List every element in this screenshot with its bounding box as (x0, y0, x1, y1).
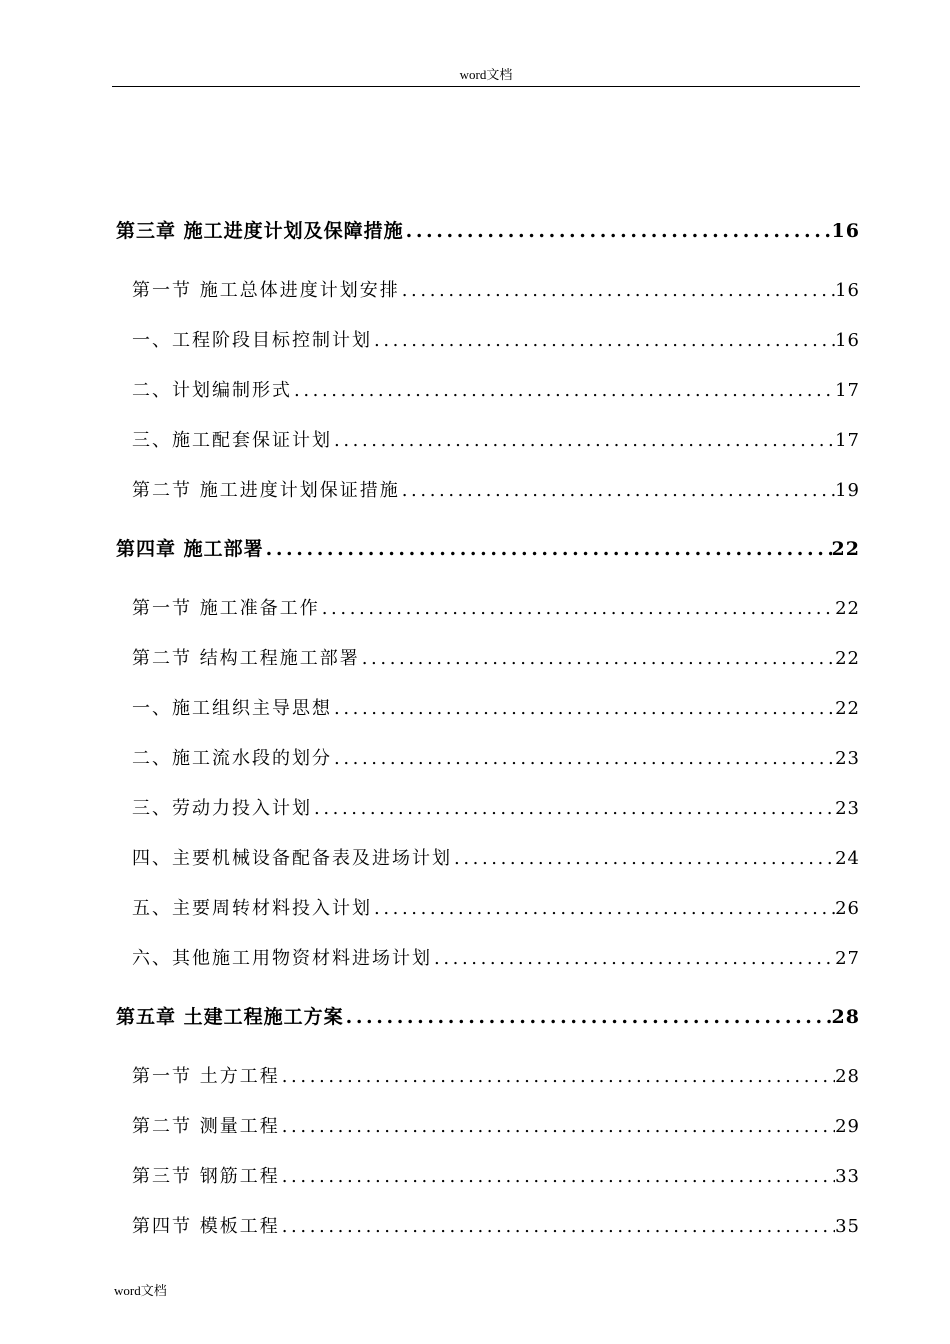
toc-section[interactable] (132, 326, 860, 352)
footer-text: word文档 (114, 1283, 167, 1298)
page-footer (114, 1280, 167, 1299)
toc-leader-dots (332, 430, 835, 451)
toc-page-number: 35 (835, 1216, 860, 1237)
toc-title: 第四章 施工部署 (116, 538, 264, 560)
toc-section[interactable] (132, 376, 860, 402)
toc-section[interactable] (132, 476, 860, 502)
toc-section[interactable] (132, 694, 860, 720)
toc-page-number: 22 (835, 648, 860, 669)
toc-page-number: 23 (835, 798, 860, 819)
toc-title: 六、其他施工用物资材料进场计划 (132, 948, 432, 969)
toc-page-number: 26 (835, 898, 860, 919)
toc-leader-dots (312, 798, 835, 819)
toc-leader-dots (344, 1006, 832, 1028)
toc-page-number: 29 (835, 1116, 860, 1137)
toc-section[interactable] (132, 794, 860, 820)
toc-page-number: 27 (835, 948, 860, 969)
toc-page-number: 17 (835, 380, 860, 401)
toc-leader-dots (320, 598, 835, 619)
toc-page-number: 22 (831, 538, 860, 560)
toc-section[interactable] (132, 1162, 860, 1188)
toc-leader-dots (400, 480, 835, 501)
toc-leader-dots (280, 1166, 835, 1187)
toc-page-number: 22 (835, 698, 860, 719)
toc-title: 第四节 模板工程 (132, 1216, 280, 1237)
toc-page-number: 16 (831, 220, 860, 242)
toc-section[interactable] (132, 944, 860, 970)
toc-leader-dots (280, 1116, 835, 1137)
toc-title: 三、施工配套保证计划 (132, 430, 332, 451)
toc-section[interactable] (132, 276, 860, 302)
page-header (112, 64, 860, 87)
toc-title: 五、主要周转材料投入计划 (132, 898, 372, 919)
toc-leader-dots (432, 948, 835, 969)
toc-section[interactable] (132, 644, 860, 670)
toc-page-number: 33 (835, 1166, 860, 1187)
toc-page-number: 24 (835, 848, 860, 869)
toc-page-number: 16 (835, 330, 860, 351)
toc-leader-dots (372, 898, 835, 919)
toc-section[interactable] (132, 744, 860, 770)
toc-leader-dots (332, 748, 835, 769)
toc-section[interactable] (132, 1212, 860, 1238)
toc-section[interactable] (132, 1112, 860, 1138)
toc-leader-dots (264, 538, 832, 560)
toc-title: 二、计划编制形式 (132, 380, 292, 401)
toc-chapter[interactable] (116, 534, 860, 561)
toc-leader-dots (452, 848, 835, 869)
toc-section[interactable] (132, 894, 860, 920)
toc-title: 四、主要机械设备配备表及进场计划 (132, 848, 452, 869)
toc-leader-dots (280, 1066, 835, 1087)
toc-leader-dots (400, 280, 835, 301)
toc-leader-dots (360, 648, 835, 669)
toc-title: 第一节 施工准备工作 (132, 598, 320, 619)
toc-page-number: 22 (835, 598, 860, 619)
toc-leader-dots (292, 380, 835, 401)
toc-leader-dots (332, 698, 835, 719)
toc-title: 一、施工组织主导思想 (132, 698, 332, 719)
toc-section[interactable] (132, 844, 860, 870)
toc-title: 第三章 施工进度计划及保障措施 (116, 220, 404, 242)
toc-page-number: 19 (835, 480, 860, 501)
toc-title: 第一节 土方工程 (132, 1066, 280, 1087)
toc-title: 第二节 结构工程施工部署 (132, 648, 360, 669)
toc-title: 二、施工流水段的划分 (132, 748, 332, 769)
toc-title: 第一节 施工总体进度计划安排 (132, 280, 400, 301)
toc-section[interactable] (132, 426, 860, 452)
toc-title: 第二节 测量工程 (132, 1116, 280, 1137)
toc-title: 一、工程阶段目标控制计划 (132, 330, 372, 351)
toc-page-number: 28 (831, 1006, 860, 1028)
toc-page-number: 23 (835, 748, 860, 769)
toc-leader-dots (404, 220, 832, 242)
header-text: word文档 (459, 67, 513, 82)
toc-title: 第五章 土建工程施工方案 (116, 1006, 344, 1028)
toc-section[interactable] (132, 1062, 860, 1088)
toc-page-number: 17 (835, 430, 860, 451)
toc-title: 第二节 施工进度计划保证措施 (132, 480, 400, 501)
toc-title: 第三节 钢筋工程 (132, 1166, 280, 1187)
toc-page-number: 16 (835, 280, 860, 301)
toc-chapter[interactable] (116, 216, 860, 243)
toc-title: 三、劳动力投入计划 (132, 798, 312, 819)
toc-page-number: 28 (835, 1066, 860, 1087)
toc-section[interactable] (132, 594, 860, 620)
toc-leader-dots (280, 1216, 835, 1237)
toc-chapter[interactable] (116, 1002, 860, 1029)
toc-leader-dots (372, 330, 835, 351)
